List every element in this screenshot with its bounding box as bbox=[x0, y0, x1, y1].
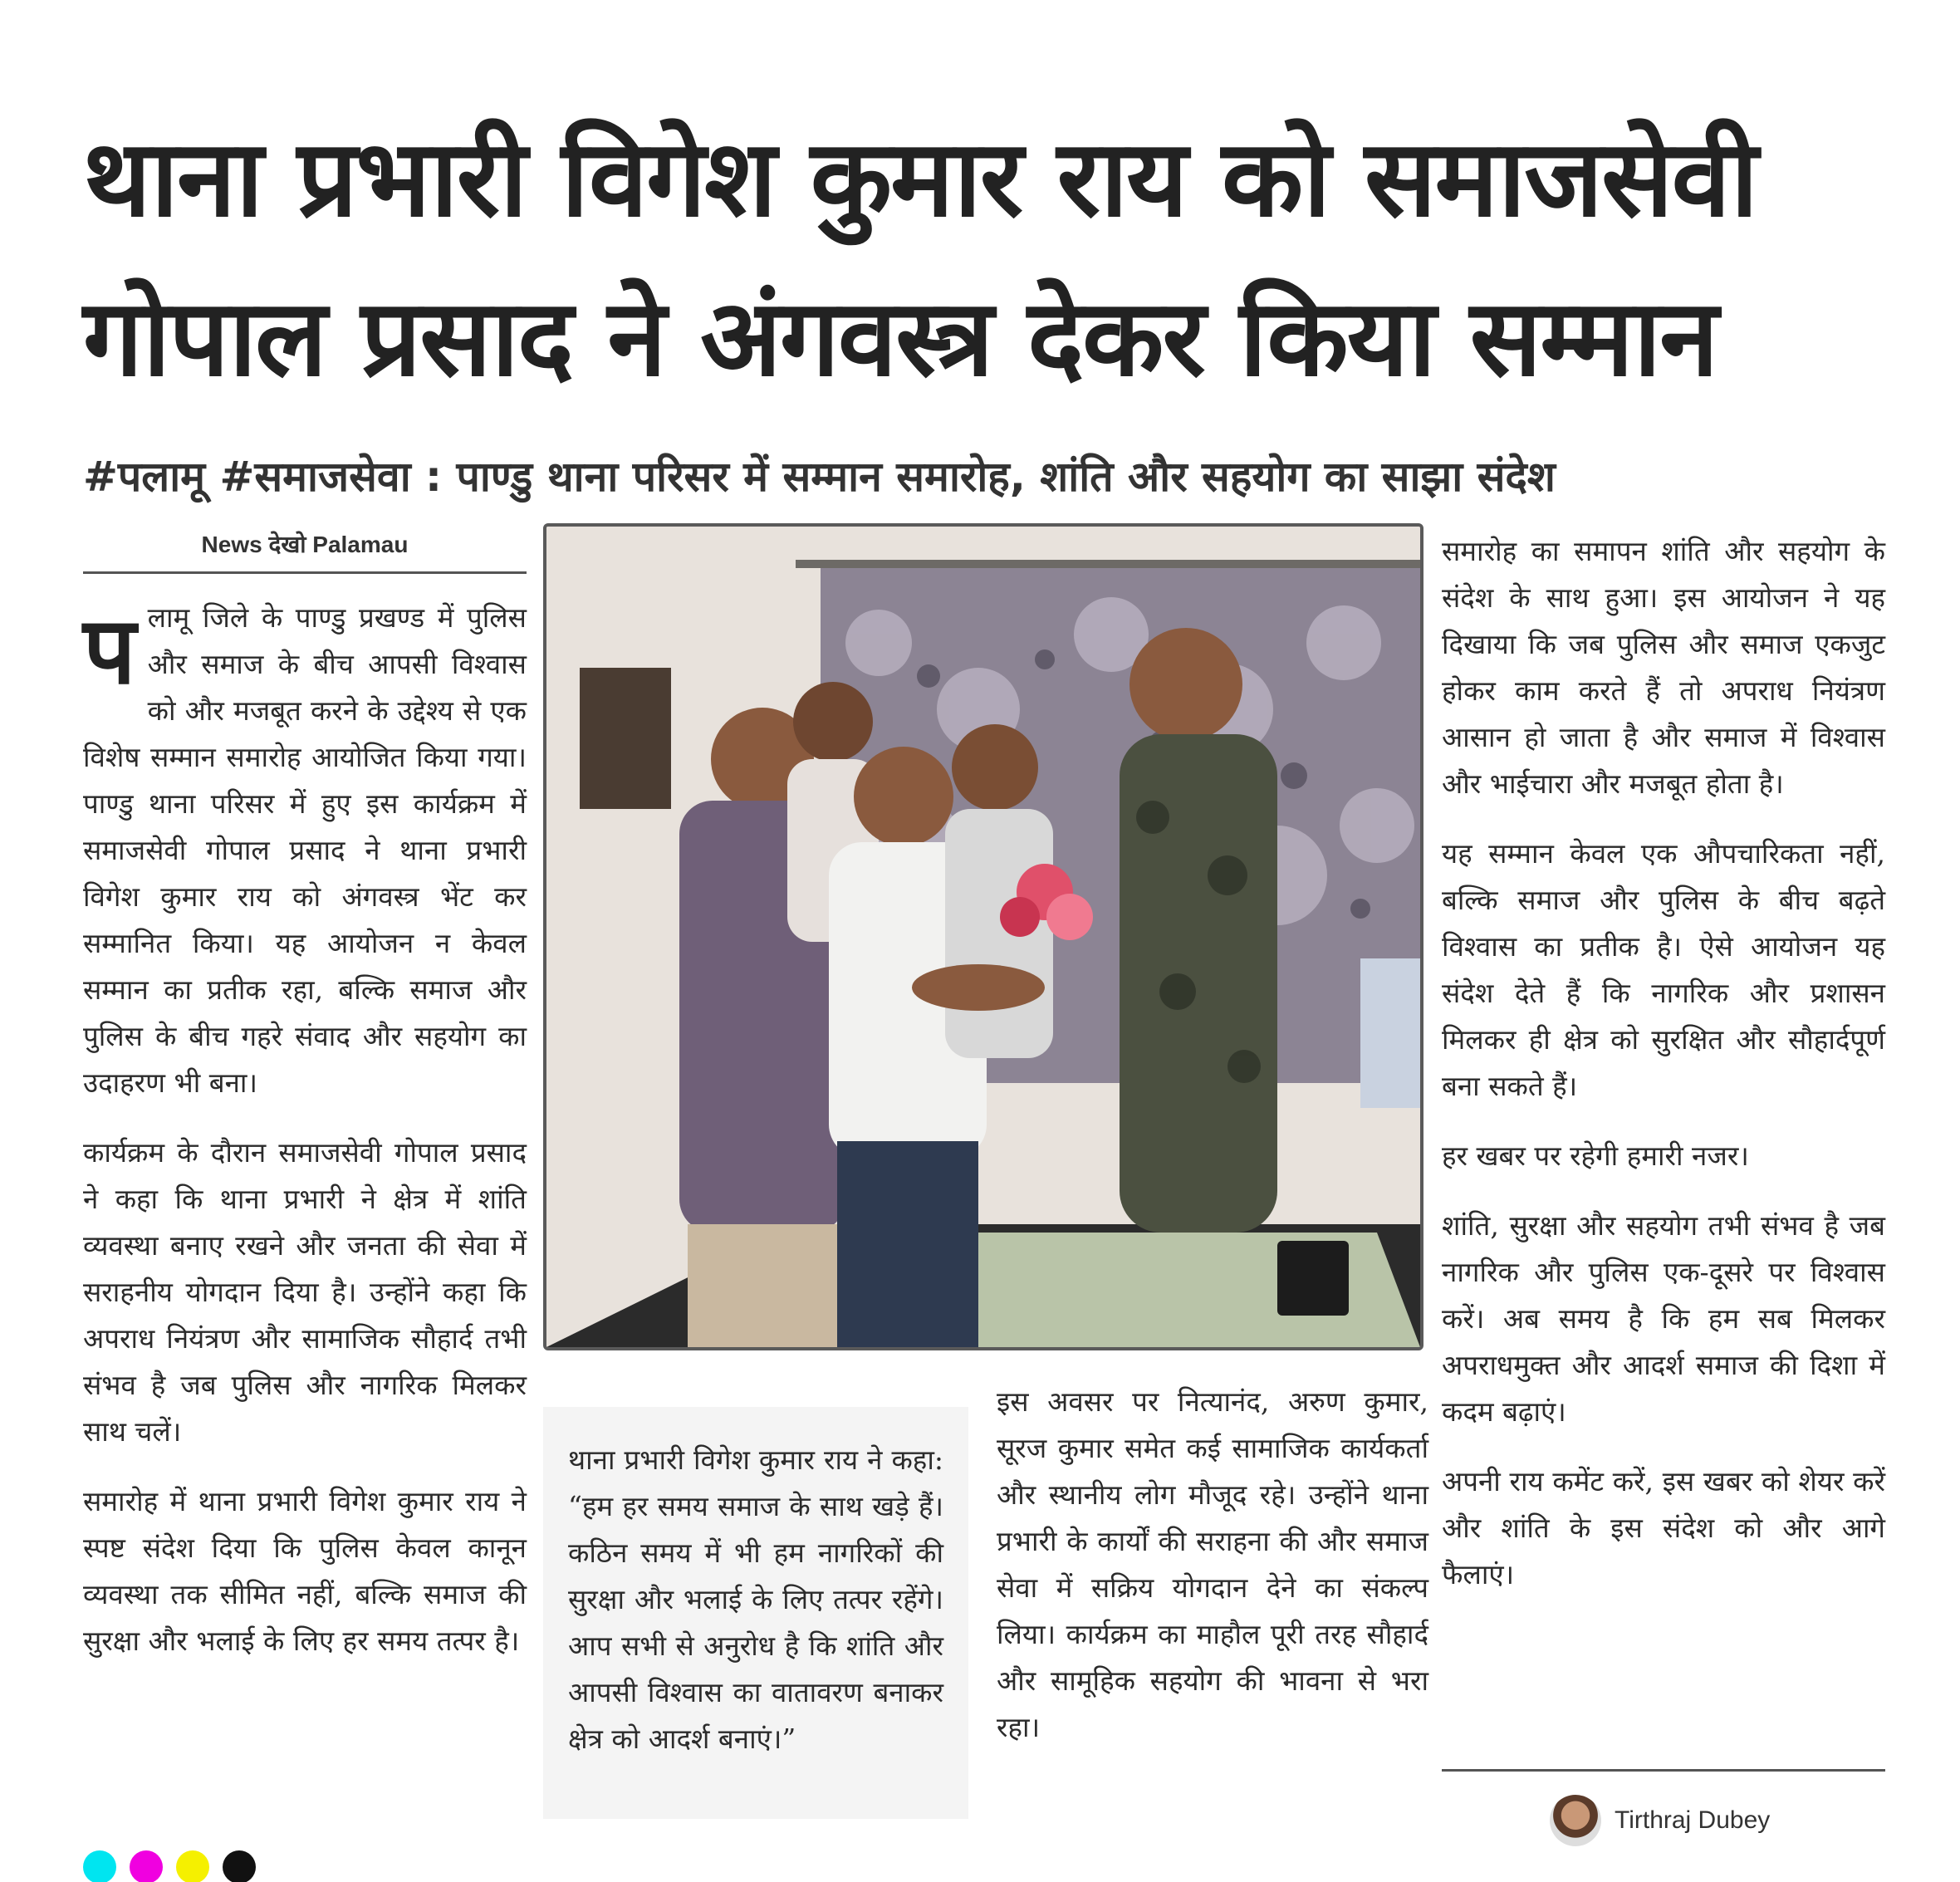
article-column-3 bbox=[997, 1379, 1428, 1774]
author-name: Tirthraj Dubey bbox=[1615, 1806, 1771, 1834]
paragraph: अपनी राय कमेंट करें, इस खबर को शेयर करें और शांति के इस संदेश को और आगे फैलाएं। bbox=[1442, 1465, 1885, 1590]
magenta-dot bbox=[130, 1850, 163, 1882]
drop-cap: प bbox=[83, 597, 136, 705]
paragraph: इस अवसर पर नित्यानंद, अरुण कुमार, सूरज कुमार समेत कई सामाजिक कार्यकर्ता और स्थानीय लोग मौजूद रहे। उन्होंने थाना प्रभारी के कार्यों की सराहना की और समाज सेवा में सक्रिय योगदान देने का संकल्प लिया। कार्यक्रम का माहौल पूरी तरह सौहार्द और सामूहिक सहयोग की भावना से भरा रहा। bbox=[997, 1385, 1428, 1743]
paragraph: हर खबर पर रहेगी हमारी नजर। bbox=[1442, 1139, 1749, 1172]
lead-paragraph bbox=[83, 595, 527, 1106]
print-registration-marks bbox=[83, 1850, 256, 1882]
subheadline: #पलामू #समाजसेवा : पाण्डु थाना परिसर में सम्मान समारोह, शांति और सहयोग का साझा संदेश bbox=[83, 453, 1556, 501]
photo-illustration bbox=[546, 527, 1420, 1347]
cyan-dot bbox=[83, 1850, 116, 1882]
divider bbox=[83, 571, 527, 574]
avatar bbox=[1550, 1795, 1601, 1846]
paragraph: समारोह में थाना प्रभारी विगेश कुमार राय ने स्पष्ट संदेश दिया कि पुलिस केवल कानून व्यवस्था तक सीमित नहीं, बल्कि समाज की सुरक्षा और भलाई के लिए हर समय तत्पर है। bbox=[83, 1485, 527, 1657]
article-photo bbox=[543, 523, 1423, 1350]
pull-quote bbox=[543, 1407, 968, 1819]
author-byline bbox=[1550, 1794, 1770, 1847]
yellow-dot bbox=[176, 1850, 209, 1882]
paragraph: शांति, सुरक्षा और सहयोग तभी संभव है जब नागरिक और पुलिस एक-दूसरे पर विश्वास करें। अब समय है कि हम सब मिलकर अपराधमुक्त और आदर्श समाज की दिशा में कदम बढ़ाएं। bbox=[1442, 1209, 1885, 1428]
headline: थाना प्रभारी विगेश कुमार राय को समाजसेवी गोपाल प्रसाद ने अंगवस्त्र देकर किया सम्मान bbox=[83, 117, 1757, 400]
article-column-1 bbox=[83, 595, 527, 1688]
article-column-4 bbox=[1442, 528, 1885, 1621]
black-dot bbox=[223, 1850, 256, 1882]
source-label: News देखो Palamau bbox=[201, 532, 409, 557]
paragraph-text: लामू जिले के पाण्डु प्रखण्ड में पुलिस और समाज के बीच आपसी विश्वास को और मजबूत करने के उद्देश्य से एक विशेष सम्मान समारोह आयोजित किया गया। पाण्डु थाना परिसर में हुए इस कार्यक्रम में समाजसेवी गोपाल प्रसाद ने थाना प्रभारी विगेश कुमार राय को अंगवस्त्र भेंट कर सम्मानित किया। यह आयोजन न केवल सम्मान का प्रतीक रहा, बल्कि समाज और पुलिस के बीच गहरे संवाद और सहयोग का उदाहरण भी बना। bbox=[83, 601, 527, 1099]
quote-text: थाना प्रभारी विगेश कुमार राय ने कहा: “हम हर समय समाज के साथ खड़े हैं। कठिन समय में भी हम नागरिकों की सुरक्षा और भलाई के लिए तत्पर रहेंगे। आप सभी से अनुरोध है कि शांति और आपसी विश्वास का वातावरण बनाकर क्षेत्र को आदर्श बनाएं।” bbox=[568, 1443, 943, 1755]
paragraph: समारोह का समापन शांति और सहयोग के संदेश के साथ हुआ। इस आयोजन ने यह दिखाया कि जब पुलिस और समाज एकजुट होकर काम करते हैं तो अपराध नियंत्रण आसान हो जाता है और समाज में विश्वास और भाईचारा और मजबूत होता है। bbox=[1442, 535, 1885, 800]
paragraph: कार्यक्रम के दौरान समाजसेवी गोपाल प्रसाद ने कहा कि थाना प्रभारी ने क्षेत्र में शांति व्यवस्था बनाए रखने और जनता की सेवा में सराहनीय योगदान दिया है। उन्होंने कहा कि अपराध नियंत्रण और सामाजिक सौहार्द तभी संभव है जब पुलिस और नागरिक मिलकर साथ चलें। bbox=[83, 1136, 527, 1448]
paragraph: यह सम्मान केवल एक औपचारिकता नहीं, बल्कि समाज और पुलिस के बीच बढ़ते विश्वास का प्रतीक है। ऐसे आयोजन यह संदेश देते हैं कि नागरिक और प्रशासन मिलकर ही क्षेत्र को सुरक्षित और सौहार्दपूर्ण बना सकते हैं। bbox=[1442, 837, 1885, 1102]
divider bbox=[1442, 1769, 1885, 1772]
